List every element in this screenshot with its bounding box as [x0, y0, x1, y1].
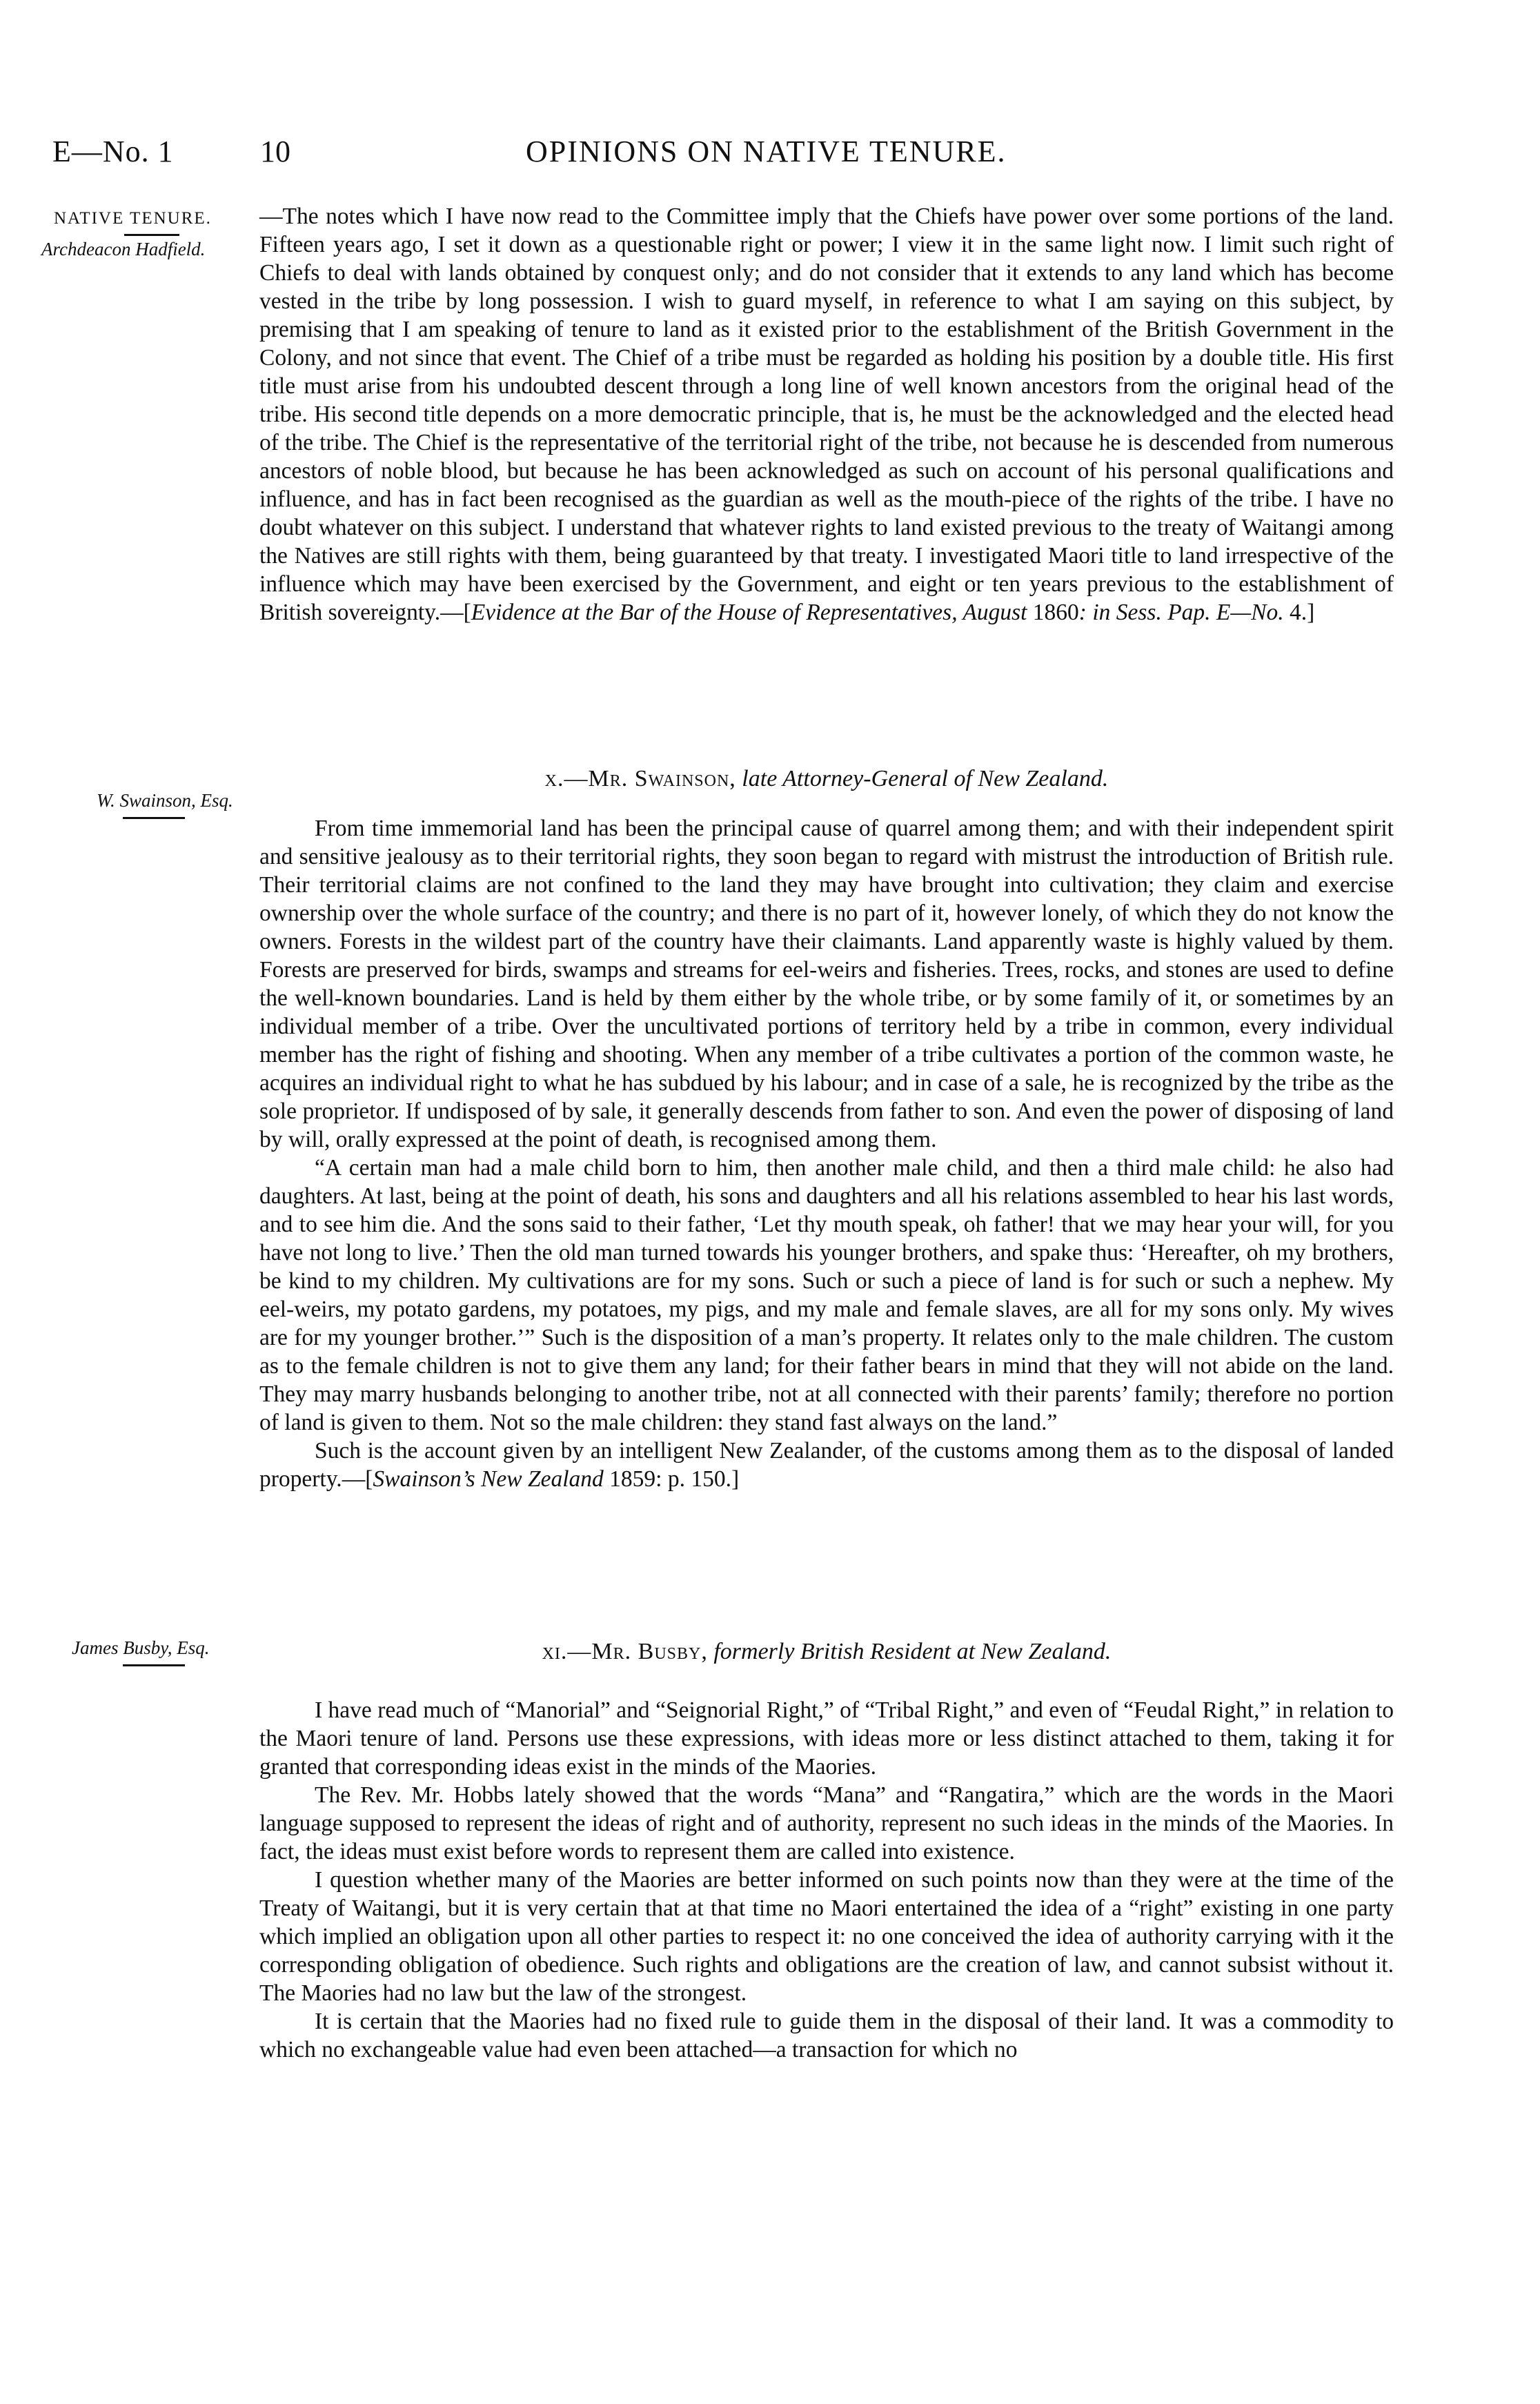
margin-author-hadfield: Archdeacon Hadfield. [41, 239, 206, 259]
margin-rule [123, 1664, 185, 1666]
margin-rule [123, 817, 185, 819]
heading-xi-role: formerly British Resident at New Zealand. [707, 1639, 1112, 1664]
margin-author-busby: James Busby, Esq. [72, 1637, 210, 1658]
swainson-p3-text: Such is the account given by an intelligent New Zealander, of the customs among them as to the disposal of landed property. [259, 1438, 1394, 1492]
page-title: OPINIONS ON NATIVE TENURE. [526, 135, 1007, 168]
section-heading-xi [259, 1637, 1394, 1666]
heading-x-role: late Attorney-General of New Zealand. [736, 766, 1109, 791]
hadfield-text: —The notes which I have now read to the Committee imply that the Chiefs have power over some portions of the land. Fifteen years ago, I set it down as a questionable right or power; I view it in the same light now. I limit such right of Chiefs to deal with lands obtained by conquest only; and do not consider that it extends to any land which has become vested in the tribe by long possession. I wish to guard myself, in reference to what I am saying on this subject, by premising that I am speaking of tenure to land as it existed prior to the establishment of the British Government in the Colony, and not since that event. The Chief of a tribe must be regarded as holding his position by a double title. His first title must arise from his undoubted descent through a long line of well known ancestors from the original head of the tribe. His second title depends on a more democratic principle, that is, he must be the acknowledged and the elected head of the tribe. The Chief is the representative of the territorial right of the tribe, not because he is descended from numerous ancestors of noble blood, but because he has been acknowledged as such on account of his personal qualifications and influence, and has in fact been recognised as the guardian as well as the mouth-piece of the rights of the tribe. I have no doubt whatever on this subject. I understand that whatever rights to land existed previous to the treaty of Waitangi among the Natives are still rights with them, being guaranteed by that treaty. I investigated Maori title to land irrespective of the influence which may have been exercised by the Government, and eight or ten years previous to the establishment of British sovereignty. [259, 204, 1394, 625]
heading-xi-lead: xi.—Mr. Busby, [542, 1639, 708, 1664]
busby-paragraph-3: I question whether many of the Maories are better informed on such points now than they were at the time of the Treaty of Waitangi, but it is very certain that at that time no Maori entertained the idea of a “right” existing in one party which implied an obligation upon all other parties to respect it: no one conceived the idea of authority carrying with it the corresponding obligation of obedience. Such rights and obligations are the creation of law, and cannot subsist without it. The Maories had no law but the law of the strongest. [259, 1867, 1394, 2006]
citation-close: 1859: p. 150.] [603, 1466, 740, 1492]
citation-session: : in Sess. Pap. E—No. [1078, 600, 1284, 625]
busby-paragraph-2: The Rev. Mr. Hobbs lately showed that the words “Mana” and “Rangatira,” which are the words in the Maori language supposed to represent the ideas of right and of authority, represent no such ideas in the minds of the Maories. In fact, the ideas must exist before words to represent them are called into existence. [259, 1782, 1394, 1864]
citation-source: Swainson’s New Zealand [373, 1466, 604, 1492]
document-reference: E—No. 1 [52, 135, 174, 168]
busby-paragraph-4: It is certain that the Maories had no fixed rule to guide them in the disposal of their land. It was a commodity to which no exchangeable value had even been attached—a transaction for which no [259, 2009, 1394, 2062]
swainson-paragraph-2: “A certain man had a male child born to him, then another male child, and then a third male child: he also had daughters. At last, being at the point of death, his sons and daughters and all his relations assembled to hear his last words, and to see him die. And the sons said to their father, ‘Let thy mouth speak, oh father! that we may hear your will, for you have not long to live.’ Then the old man turned towards his younger brothers, and spake thus: ‘Hereafter, oh my brothers, be kind to my children. My cultivations are for my sons. Such or such a piece of land is for such or such a nephew. My eel-weirs, my potato gardens, my potatoes, my pigs, and my male and female slaves, are all for my sons only. My wives are for my younger brother.’” Such is the disposition of a man’s property. It relates only to the male children. The custom as to the female children is not to give them any land; for their father bears in mind that they will not abide on the land. They may marry husbands belonging to another tribe, not at all connected with their parents’ family; therefore no portion of land is given to them. Not so the male children: they stand fast always on the land.” [259, 1155, 1394, 1435]
swainson-paragraph-1: From time immemorial land has been the principal cause of quarrel among them; and with their independent spirit and sensitive jealousy as to their territorial rights, they soon began to regard with mistrust the introduction of British rule. Their territorial claims are not confined to the land they may have brought into cultivation; they claim and exercise ownership over the whole surface of the country; and there is no part of it, however lonely, of which they do not know the owners. Forests in the wildest part of the country have their claimants. Land apparently waste is highly valued by them. Forests are preserved for birds, swamps and streams for eel-weirs and fisheries. Trees, rocks, and stones are used to define the well-known boundaries. Land is held by them either by the whole tribe, or by some family of it, or sometimes by an individual member of a tribe. Over the uncultivated portions of territory held by a tribe in common, every individual member has the right of fishing and shooting. When any member of a tribe cultivates a portion of the common waste, he acquires an individual right to what he has subdued by his labour; and in case of a sale, he is recognized by the tribe as the sole proprietor. If undisposed of by sale, it generally descends from father to son. And even the power of disposing of land by will, orally expressed at the point of death, is recognised among them. [259, 816, 1394, 1152]
margin-rule [124, 234, 179, 236]
busby-section [259, 1696, 1394, 2064]
section-heading-x [259, 765, 1394, 793]
swainson-paragraph-3 [259, 1437, 1394, 1493]
citation-open: —[ [342, 1466, 373, 1492]
citation-open: —[ [440, 600, 471, 625]
citation-source: Evidence at the Bar of the House of Representatives, August [471, 600, 1027, 625]
citation-year: 1860 [1027, 600, 1079, 625]
citation-close: 4.] [1283, 600, 1315, 625]
hadfield-paragraph [259, 202, 1394, 627]
margin-note-hadfield [41, 207, 255, 260]
margin-section-label: NATIVE TENURE. [54, 209, 212, 228]
swainson-section [259, 814, 1394, 1493]
busby-paragraph-1: I have read much of “Manorial” and “Seignorial Right,” of “Tribal Right,” and even of “Feudal Right,” in relation to the Maori tenure of land. Persons use these expressions, with ideas more or less distinct attached to them, taking it for granted that corresponding ideas exist in the minds of the Maories. [259, 1697, 1394, 1780]
page-header [0, 131, 1540, 173]
margin-note-swainson [41, 790, 255, 819]
heading-x-lead: x.—Mr. Swainson, [544, 766, 736, 791]
page-number: 10 [260, 135, 290, 168]
margin-author-swainson: W. Swainson, Esq. [97, 790, 233, 811]
margin-note-busby [41, 1637, 255, 1666]
